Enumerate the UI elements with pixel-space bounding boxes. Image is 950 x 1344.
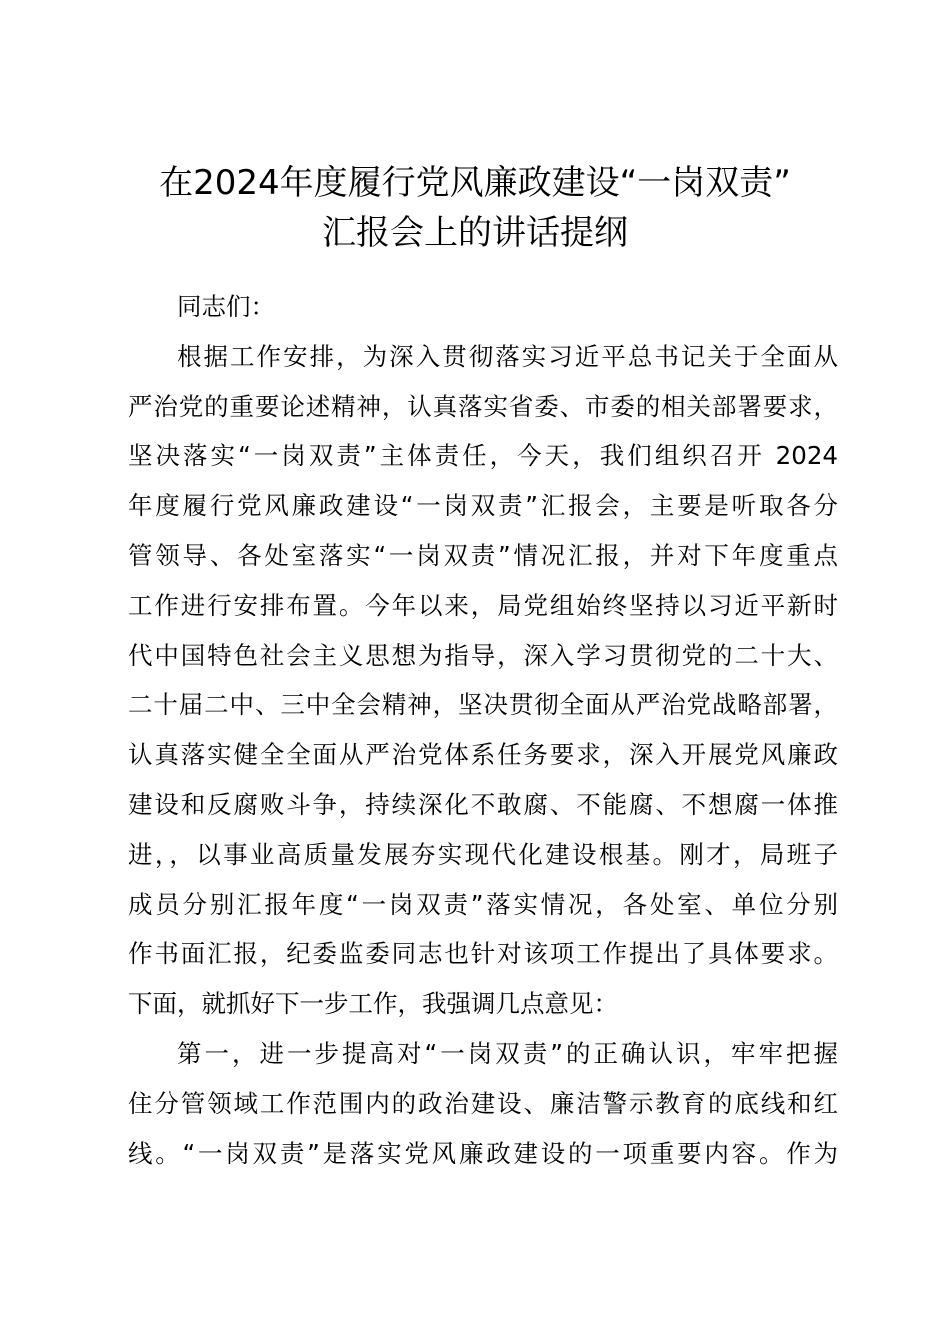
paragraph-1-line: 二十届二中、三中全会精神，坚决贯彻全面从严治党战略部署，: [128, 690, 838, 720]
paragraph-1-line: 建设和反腐败斗争，持续深化不敢腐、不能腐、不想腐一体推: [128, 789, 838, 819]
document-title-line-1: 在2024年度履行党风廉政建设“一岗双责”: [159, 163, 791, 203]
paragraph-2: [128, 1029, 838, 1178]
paragraph-1-line: 根据工作安排，为深入贯彻落实习近平总书记关于全面从: [177, 341, 838, 371]
paragraph-1-line: 作书面汇报，纪委监委同志也针对该项工作提出了具体要求。: [128, 939, 838, 969]
paragraph-1-line: 管领导、各处室落实“一岗双责”情况汇报，并对下年度重点: [128, 540, 838, 570]
paragraph-1-line: 工作进行安排布置。今年以来，局党组始终坚持以习近平新时: [128, 590, 838, 620]
paragraph-1-line: 成员分别汇报年度“一岗双责”落实情况，各处室、单位分别: [128, 889, 838, 919]
paragraph-1-line: 坚决落实“一岗双责”主体责任，今天，我们组织召开 2024: [128, 441, 838, 471]
document-body: [128, 282, 838, 1178]
paragraph-1-line: 年度履行党风廉政建设“一岗双责”汇报会，主要是听取各分: [128, 491, 838, 521]
paragraph-2-line: 住分管领域工作范围内的政治建设、廉洁警示教育的底线和红: [128, 1088, 838, 1118]
paragraph-1-line: 进，，以事业高质量发展夯实现代化建设根基。刚才，局班子: [128, 839, 838, 869]
document-title-line-2: 汇报会上的讲话提纲: [322, 213, 628, 253]
paragraph-2-line: 第一，进一步提高对“一岗双责”的正确认识，牢牢把握: [177, 1038, 838, 1068]
paragraph-1-line: 代中国特色社会主义思想为指导，深入学习贯彻党的二十大、: [128, 640, 838, 670]
paragraph-1: [128, 332, 838, 1029]
paragraph-1-line: 下面，就抓好下一步工作，我强调几点意见：: [128, 989, 618, 1019]
salutation: 同志们：: [177, 292, 275, 321]
paragraph-1-line: 严治党的重要论述精神，认真落实省委、市委的相关部署要求，: [128, 391, 838, 421]
paragraph-2-line: 线。“一岗双责”是落实党风廉政建设的一项重要内容。作为: [128, 1138, 838, 1168]
paragraph-1-line: 认真落实健全全面从严治党体系任务要求，深入开展党风廉政: [128, 740, 838, 770]
